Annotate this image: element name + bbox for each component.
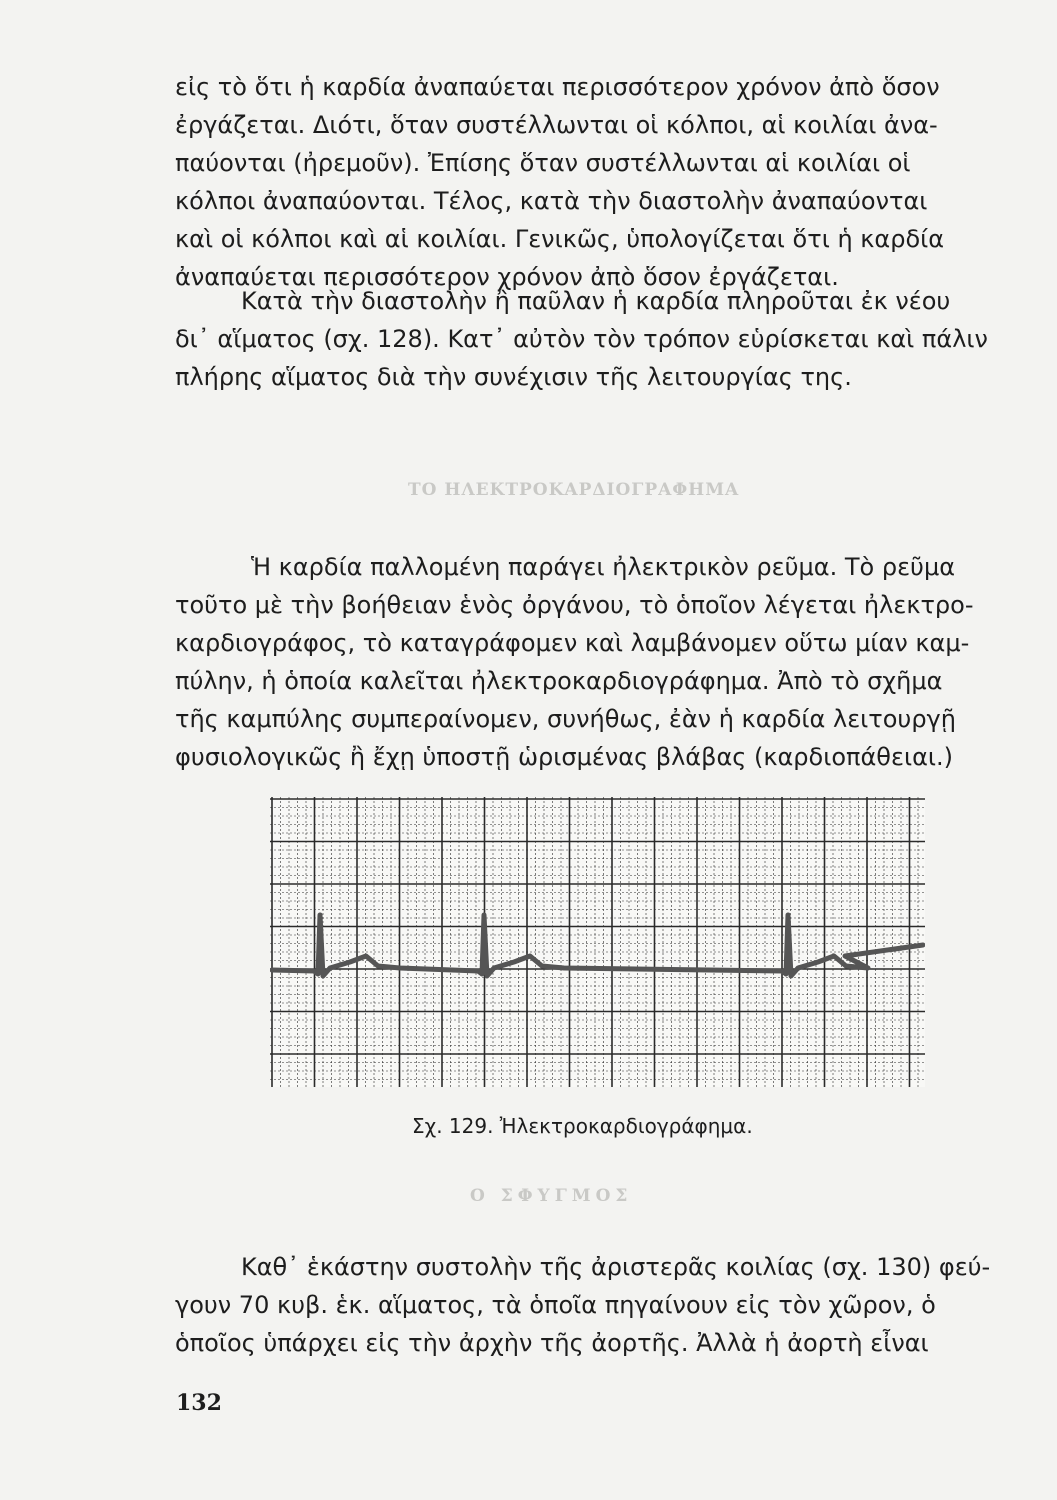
text-line: γουν 70 κυβ. ἑκ. αἵματος, τὰ ὁποῖα πηγαίνουν εἰς τὸν χῶρον, ὁ xyxy=(175,1291,936,1319)
ecg-figure xyxy=(270,797,925,1087)
paragraph-diastole xyxy=(175,282,1032,396)
text-line: παύονται (ἠρεμοῦν). Ἐπίσης ὅταν συστέλλωνται αἱ κοιλίαι οἱ xyxy=(175,149,911,177)
paragraph-rest-period xyxy=(175,68,1032,296)
text-line: ὁποῖος ὑπάρχει εἰς τὴν ἀρχὴν τῆς ἀορτῆς. Ἀλλὰ ἡ ἀορτὴ εἶναι xyxy=(175,1329,929,1357)
text-line: ἐργάζεται. Διότι, ὅταν συστέλλωνται οἱ κόλποι, αἱ κοιλίαι ἀνα- xyxy=(175,111,938,139)
text-line: πλήρης αἵματος διὰ τὴν συνέχισιν τῆς λειτουργίας της. xyxy=(175,363,852,391)
figure-caption: Σχ. 129. Ἠλεκτροκαρδιογράφημα. xyxy=(412,1114,753,1138)
paragraph-electrocardiogram xyxy=(175,548,1032,776)
text-line: εἰς τὸ ὅτι ἡ καρδία ἀναπαύεται περισσότερον χρόνον ἀπὸ ὅσον xyxy=(175,73,940,101)
text-line: Ἡ καρδία παλλομένη παράγει ἠλεκτρικὸν ρεῦμα. Τὸ ρεῦμα xyxy=(251,553,956,581)
text-line: τῆς καμπύλης συμπεραίνομεν, συνήθως, ἐὰν ἡ καρδία λειτουργῇ xyxy=(175,705,956,733)
paragraph-pulse xyxy=(175,1248,1032,1362)
text-line: φυσιολογικῶς ἢ ἔχῃ ὑποστῇ ὡρισμένας βλάβας (καρδιοπάθειαι.) xyxy=(175,743,954,771)
text-line: πύλην, ἡ ὁποία καλεῖται ἠλεκτροκαρδιογράφημα. Ἀπὸ τὸ σχῆμα xyxy=(175,667,943,695)
text-line: ἀναπαύεται περισσότερον χρόνον ἀπὸ ὅσον ἐργάζεται. xyxy=(175,263,839,291)
show-through-heading-1: ΤΟ ΗΛΕΚΤΡΟΚΑΡΔΙΟΓΡΑΦΗΜΑ xyxy=(408,480,740,500)
text-line: Καθ᾽ ἑκάστην συστολὴν τῆς ἀριστερᾶς κοιλίας (σχ. 130) φεύ- xyxy=(241,1253,991,1281)
text-line: καρδιογράφος, τὸ καταγράφομεν καὶ λαμβάνομεν οὕτω μίαν καμ- xyxy=(175,629,970,657)
page-number: 132 xyxy=(176,1390,222,1416)
text-line: τοῦτο μὲ τὴν βοήθειαν ἑνὸς ὀργάνου, τὸ ὁποῖον λέγεται ἠλεκτρο- xyxy=(175,591,974,619)
ecg-paper xyxy=(270,797,925,1087)
text-line: καὶ οἱ κόλποι καὶ αἱ κοιλίαι. Γενικῶς, ὑπολογίζεται ὅτι ἡ καρδία xyxy=(175,225,945,253)
show-through-heading-2: Ο ΣΦΥΓΜΟΣ xyxy=(470,1186,633,1206)
text-line: Κατὰ τὴν διαστολὴν ἢ παῦλαν ἡ καρδία πληροῦται ἐκ νέου xyxy=(241,287,951,315)
text-line: δι᾽ αἵματος (σχ. 128). Κατ᾽ αὐτὸν τὸν τρόπον εὑρίσκεται καὶ πάλιν xyxy=(175,325,988,353)
text-line: κόλποι ἀναπαύονται. Τέλος, κατὰ τὴν διαστολὴν ἀναπαύονται xyxy=(175,187,928,215)
ecg-strip-illustration xyxy=(270,797,925,1087)
